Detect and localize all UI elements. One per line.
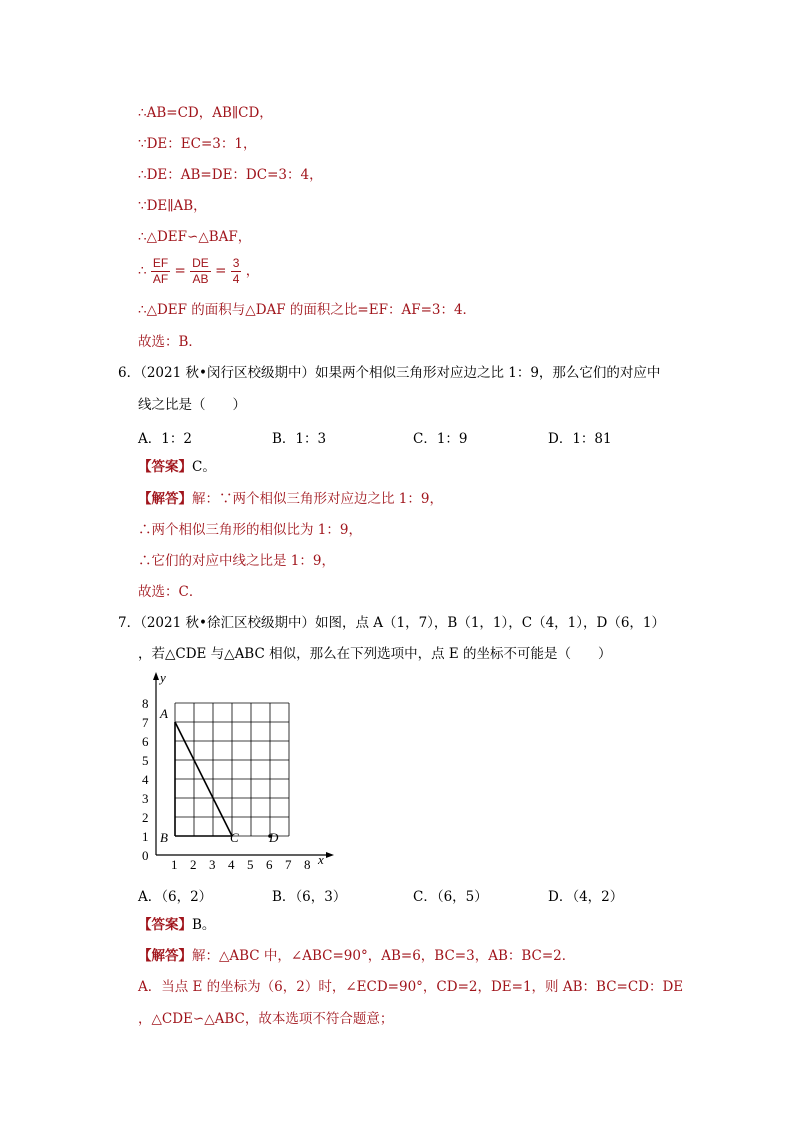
x-tick-label: 6 [266,857,273,870]
y-tick-label: 0 [142,848,149,863]
point-label-b: B [160,830,168,845]
equals-sign: = [174,263,186,279]
q6-option-d: D．1：81 [548,431,612,447]
y-tick-label: 1 [142,829,149,844]
y-tick-label: 4 [142,772,149,787]
x-tick-label: 3 [209,857,216,870]
analysis-tag: 【解答】 [138,948,192,964]
x-tick-label: 1 [171,857,178,870]
q6-analysis-line: ∴它们的对应中线之比是 1：9， [138,553,335,569]
fraction-denominator: 4 [232,272,240,286]
question-7-stem: 7．（2021 秋•徐汇区校级期中）如图，点 A（1，7），B（1，1），C（4，1），D（6，1） [118,615,666,631]
answer-tag: 【答案】 [138,917,192,933]
y-tick-label: 7 [142,715,149,730]
q7-option-c: C．（6，5） [413,889,488,905]
q6-option-a: A．1：2 [138,431,192,447]
analysis-tag: 【解答】 [138,491,192,507]
q7-analysis-line: ，△CDE∽△ABC，故本选项不符合题意； [138,1011,394,1027]
x-tick-label: 2 [190,857,197,870]
fraction-denominator: AB [192,272,209,286]
y-axis-label: y [160,670,166,685]
q6-analysis-line [138,490,443,508]
x-tick-label: 5 [247,857,254,870]
x-axis-arrow [326,852,334,858]
question-7-stem-cont: ，若△CDE 与△ABC 相似，那么在下列选项中，点 E 的坐标不可能是（ ） [138,646,612,662]
q6-option-c: C．1：9 [413,431,468,447]
fraction-numerator: DE [192,256,209,270]
point-label-c: C [230,830,239,845]
equation-suffix: ， [245,263,260,279]
x-tick-label: 7 [285,857,292,870]
choose-line: 故选：B． [138,334,202,350]
analysis-text: 解：△ABC 中，∠ABC=90°，AB=6，BC=3，AB：BC=2． [192,948,576,964]
q7-analysis-line [138,947,575,965]
solution-line: ∴DE：AB=DE：DC=3：4， [138,167,323,183]
question-6-stem: 6．（2021 秋•闵行区校级期中）如果两个相似三角形对应边之比 1：9，那么它们的对应中 [118,365,661,381]
fraction-numerator: EF [152,256,169,270]
equals-sign: = [215,263,227,279]
solution-line: ∴AB=CD，AB∥CD， [138,105,273,121]
x-axis-label: x [318,852,324,867]
x-tick-label: 8 [304,857,311,870]
fraction-3-4 [231,256,242,287]
point-label-a: A [160,706,168,721]
equation-prefix: ∴ [138,263,147,279]
y-tick-label: 3 [142,791,149,806]
solution-line: ∵DE：EC=3：1， [138,136,257,152]
y-tick-label: 6 [142,734,149,749]
x-tick-labels [171,857,311,870]
grid-lines [175,703,289,836]
fraction-de-ab [190,256,211,287]
solution-line: ∵DE∥AB， [138,198,207,214]
x-tick-label: 4 [228,857,235,870]
analysis-text: 解：∵两个相似三角形对应边之比 1：9， [192,491,443,507]
fraction-denominator: AF [152,272,169,286]
q6-option-b: B．1：3 [272,431,327,447]
answer-tag: 【答案】 [138,459,192,475]
y-tick-label: 5 [142,753,149,768]
y-tick-label: 2 [142,810,149,825]
q6-choose-line: 故选：C． [138,584,203,600]
y-tick-labels [142,696,149,863]
q7-analysis-line: A．当点 E 的坐标为（6，2）时，∠ECD=90°，CD=2，DE=1，则 AB：BC=CD：DE [138,979,684,995]
q7-answer [138,916,215,934]
solution-line: ∴△DEF∽△BAF， [138,229,252,245]
fraction-ef-af [151,256,170,287]
q7-option-b: B．（6，3） [272,889,347,905]
solution-line: ∴△DEF 的面积与△DAF 的面积之比=EF：AF=3：4． [138,302,477,318]
question-6-stem-cont: 线之比是（ ） [138,397,246,413]
answer-value: C。 [192,459,216,475]
fraction-equation [138,254,259,288]
coordinate-grid-figure [138,670,338,870]
answer-value: B。 [192,917,216,933]
q6-analysis-line: ∴两个相似三角形的相似比为 1：9， [138,522,362,538]
fraction-numerator: 3 [232,256,240,270]
q7-option-d: D．（4，2） [548,889,624,905]
y-tick-label: 8 [142,696,149,711]
point-label-d: D [269,830,279,845]
y-axis-arrow [153,672,159,680]
q6-answer [138,458,216,476]
q7-option-a: A．（6，2） [138,889,213,905]
